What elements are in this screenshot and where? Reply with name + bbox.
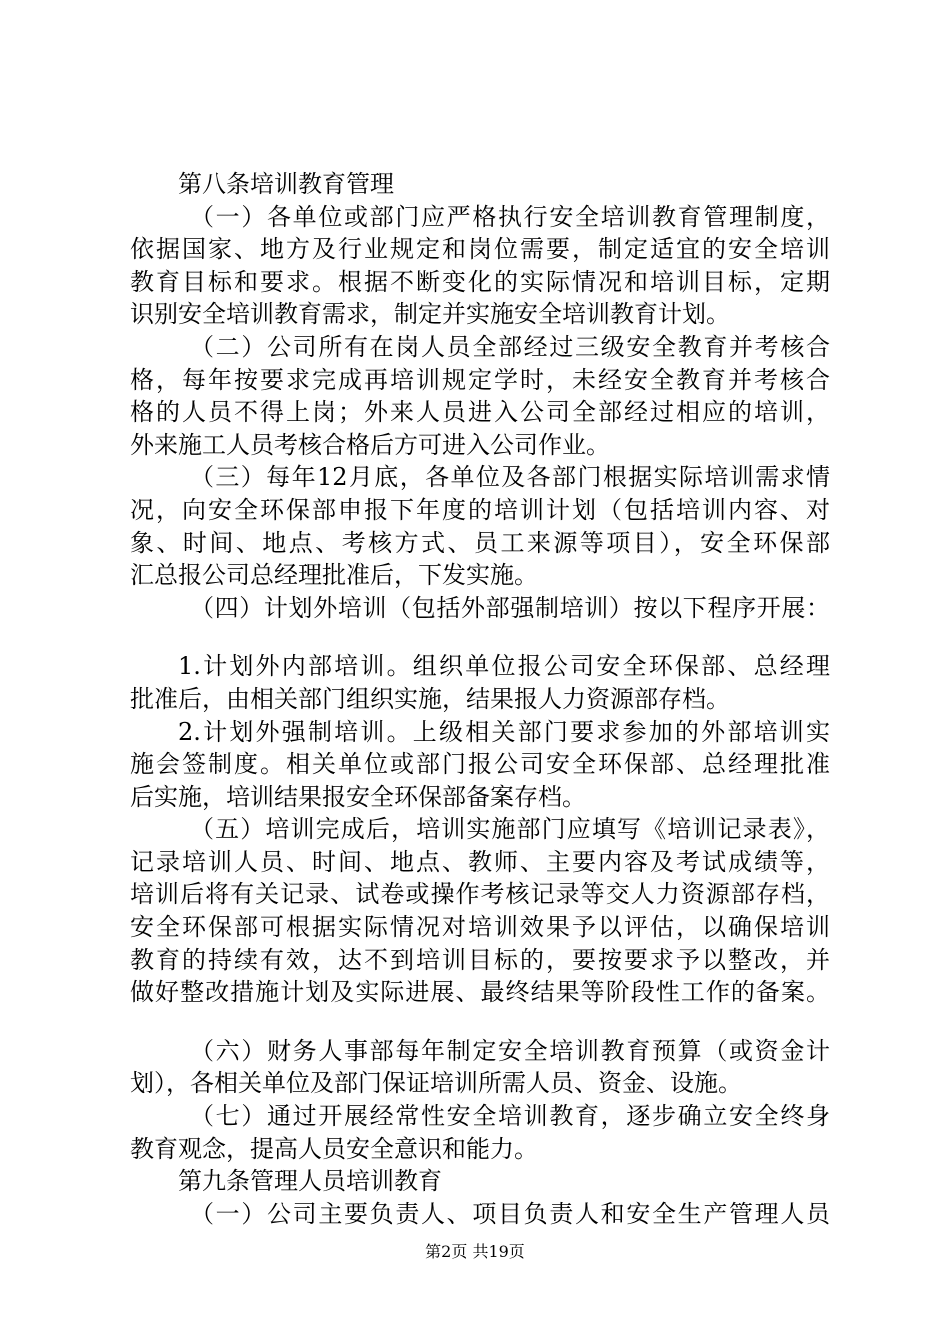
paragraph-line: 教育的持续有效，达不到培训目标的，要按要求予以整改，并	[130, 945, 830, 974]
paragraph-line: （六）财务人事部每年制定安全培训教育预算（或资金计	[190, 1036, 830, 1065]
article-9-heading: 第九条管理人员培训教育	[178, 1167, 442, 1196]
article-8-heading: 第八条培训教育管理	[178, 170, 394, 198]
paragraph-line: （一）公司主要负责人、项目负责人和安全生产管理人员	[190, 1199, 830, 1228]
paragraph-line: 划），各相关单位及部门保证培训所需人员、资金、设施。	[130, 1069, 742, 1098]
paragraph-line: 况，向安全环保部申报下年度的培训计划（包括培训内容、对	[130, 495, 830, 524]
paragraph-line: （七）通过开展经常性安全培训教育，逐步确立安全终身	[190, 1102, 830, 1131]
paragraph-line: 做好整改措施计划及实际进展、最终结果等阶段性工作的备案。	[130, 978, 830, 1007]
paragraph-line: 安全环保部可根据实际情况对培训效果予以评估，以确保培训	[130, 913, 830, 942]
paragraph-line: 1.计划外内部培训。组织单位报公司安全环保部、总经理	[178, 652, 830, 681]
page-number-footer: 第2页 共19页	[425, 1242, 525, 1261]
paragraph-line: 后实施，培训结果报安全环保部备案存档。	[130, 782, 586, 811]
paragraph-line: 2.计划外强制培训。上级相关部门要求参加的外部培训实	[178, 717, 830, 746]
paragraph-line: 教育观念，提高人员安全意识和能力。	[130, 1134, 538, 1163]
paragraph-line: （一）各单位或部门应严格执行安全培训教育管理制度，	[190, 202, 830, 231]
paragraph-line: 培训后将有关记录、试卷或操作考核记录等交人力资源部存档，	[130, 880, 830, 909]
paragraph-line: 教育目标和要求。根据不断变化的实际情况和培训目标，定期	[130, 267, 830, 296]
paragraph-gap	[130, 1009, 830, 1035]
paragraph-line: 记录培训人员、时间、地点、教师、主要内容及考试成绩等，	[130, 847, 830, 876]
paragraph-line: （二）公司所有在岗人员全部经过三级安全教育并考核合	[190, 332, 830, 361]
paragraph-line: （三）每年12月底，各单位及各部门根据实际培训需求情	[190, 463, 830, 492]
paragraph-gap	[130, 624, 830, 650]
paragraph-line: 外来施工人员考核合格后方可进入公司作业。	[130, 430, 610, 459]
paragraph-line: （五）培训完成后，培训实施部门应填写《培训记录表》，	[190, 815, 830, 844]
paragraph-line: 识别安全培训教育需求，制定并实施安全培训教育计划。	[130, 300, 730, 329]
paragraph-line: 施会签制度。相关单位或部门报公司安全环保部、总经理批准	[130, 750, 830, 779]
document-body	[130, 168, 830, 1230]
paragraph-line: 依据国家、地方及行业规定和岗位需要，制定适宜的安全培训	[130, 235, 830, 264]
paragraph-line: 汇总报公司总经理批准后，下发实施。	[130, 561, 538, 590]
paragraph-line: 格的人员不得上岗；外来人员进入公司全部经过相应的培训，	[130, 398, 830, 427]
paragraph-line: 象、时间、地点、考核方式、员工来源等项目），安全环保部	[130, 528, 830, 557]
paragraph-line: （四）计划外培训（包括外部强制培训）按以下程序开展：	[190, 593, 830, 622]
paragraph-line: 格，每年按要求完成再培训规定学时，未经安全教育并考核合	[130, 365, 830, 394]
paragraph-line: 批准后，由相关部门组织实施，结果报人力资源部存档。	[130, 684, 730, 713]
